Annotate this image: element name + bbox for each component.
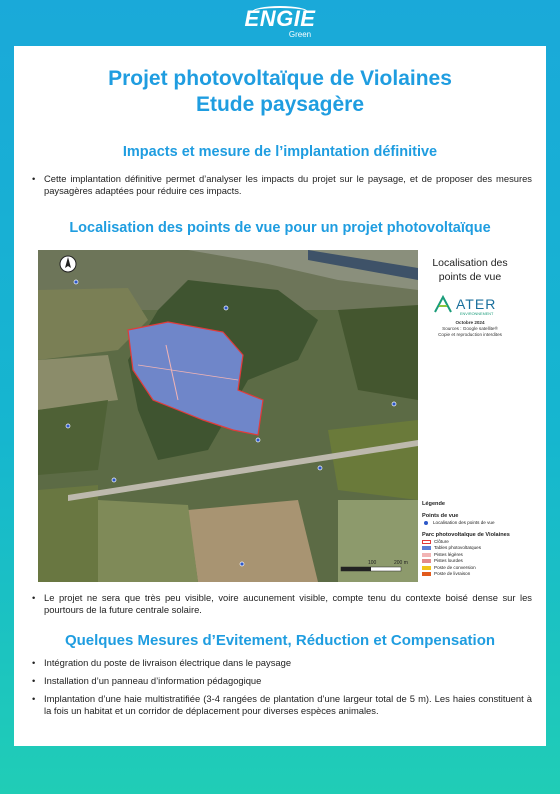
scale-label-200: 200 m (394, 560, 408, 566)
leaf-icon (432, 294, 454, 316)
legend-item-pistes-legeres: Pistes légères (418, 552, 522, 559)
section2-heading: Localisation des points de vue pour un projet photovoltaïque (69, 220, 491, 236)
legend-item-pistes-lourdes: Pistes lourdes (418, 558, 522, 565)
legend-group-2-title: Parc photovoltaïque de Violaines (422, 531, 510, 538)
logo-arc-icon (252, 6, 308, 18)
section3-bullet-3: • Implantation d’une haie multistratifiée (3-4 rangées de plantation d’une largeur total de 5 m). Les haies constituent à la fois un habitat et un corridor de déplacement pour diverses espèces animales. (32, 693, 532, 716)
legend-item-livraison: Poste de livraison (418, 571, 522, 578)
satellite-map-image (38, 250, 418, 582)
map-date: Octobre 2024 (455, 320, 485, 325)
legend-item-cloture: Clôture (418, 539, 522, 546)
bullet-icon: • (32, 675, 36, 686)
legend-group-1-title: Points de vue (422, 513, 459, 519)
page-title (14, 66, 546, 118)
ater-logo: ATER ENVIRONNEMENT (430, 292, 510, 318)
logo-sub-text: Green (288, 30, 312, 39)
viewpoint-map (38, 250, 522, 582)
map-sources: Sources : Google satellite® (442, 326, 498, 331)
legend-item-conversion: Poste de conversion (418, 565, 522, 572)
section2-bullet: • Le projet ne sera que très peu visible, voire aucunement visible, compte tenu du contexte boisé dense sur les pourtours de la future centrale solaire. (32, 592, 532, 615)
map-copyright: Copie et reproduction interdites (438, 332, 502, 337)
section3-bullet-2: • Installation d’un panneau d’information pédagogique (32, 675, 262, 686)
bullet-icon: • (32, 173, 36, 184)
viewpoint-dot-icon (424, 521, 428, 525)
title-line-2: Etude paysagère (195, 93, 365, 116)
legend-title: Localisation des points de vue (432, 257, 508, 283)
legend-heading: Légende (422, 501, 446, 507)
scale-label-100: 100 (368, 560, 377, 566)
legend-item-viewpoint: Localisation des points de vue (418, 520, 522, 527)
logo-main-text: ENGIE (244, 6, 316, 31)
section3-heading: Quelques Mesures d’Evitement, Réduction et Compensation (64, 632, 496, 649)
section1-bullet: • Cette implantation définitive permet d’analyser les impacts du projet sur le paysage, et de proposer des mesures paysagères adaptées pour réduire ces impacts. (32, 173, 532, 196)
engie-logo (0, 8, 560, 39)
section1-heading: Impacts et mesure de l’implantation définitive (122, 144, 438, 160)
legend-block (418, 500, 522, 578)
document-page (14, 46, 546, 746)
section3-bullet-1: • Intégration du poste de livraison électrique dans le paysage (32, 657, 292, 668)
title-line-1: Projet photovoltaïque de Violaines (108, 67, 452, 90)
map-legend (418, 250, 522, 582)
bullet-icon: • (32, 592, 36, 603)
bullet-icon: • (32, 657, 36, 668)
legend-item-tables: Tables photovoltaïques (418, 545, 522, 552)
bullet-icon: • (32, 693, 36, 704)
